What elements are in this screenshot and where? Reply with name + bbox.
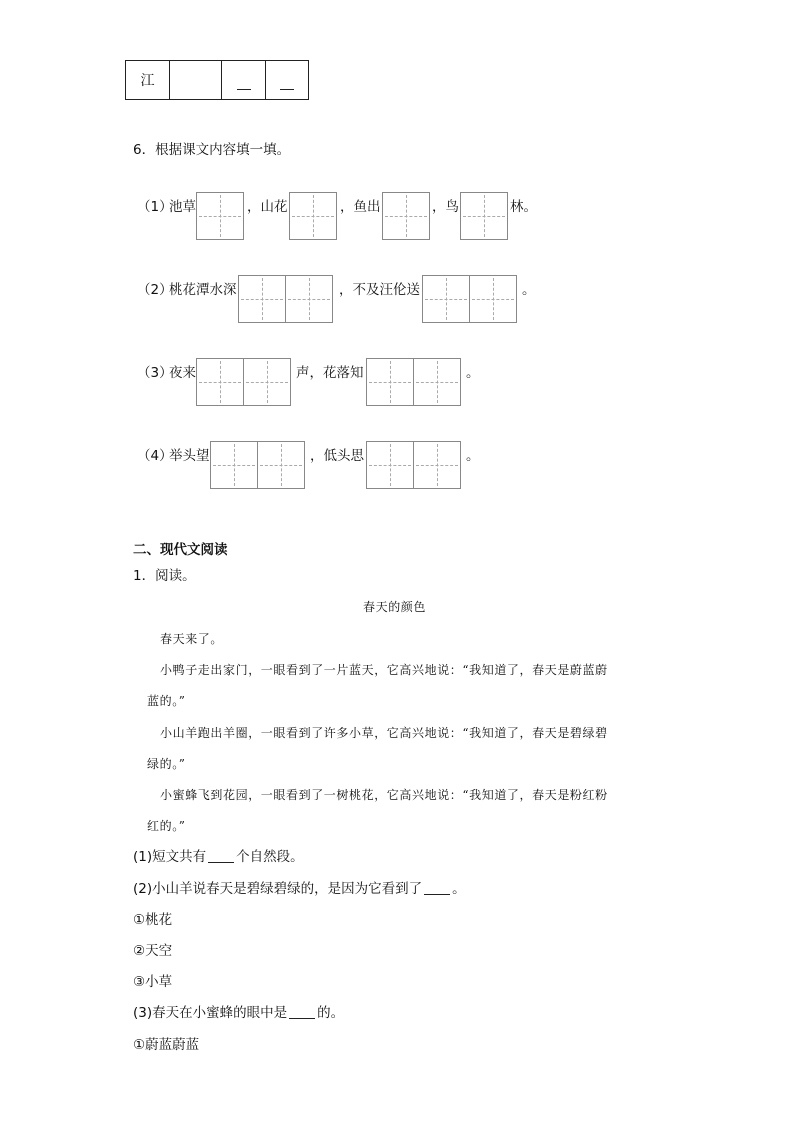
writing-grid[interactable] xyxy=(196,358,290,406)
line4-number: （4） xyxy=(137,448,173,464)
grid-cell[interactable] xyxy=(422,275,470,323)
sub-question-1 xyxy=(133,851,304,865)
answer-blank[interactable] xyxy=(424,894,450,895)
line3-text-3: 。 xyxy=(466,365,480,381)
question-text: (2)小山羊说春天是碧绿碧绿的，是因为它看到了 xyxy=(133,881,423,897)
question-text: (1)短文共有 xyxy=(133,849,207,865)
answer-table xyxy=(125,60,309,100)
grid-cell[interactable] xyxy=(469,275,517,323)
grid-cell[interactable] xyxy=(210,441,258,489)
grid-cell[interactable] xyxy=(460,192,508,240)
grid-cell[interactable] xyxy=(413,358,461,406)
question-text: (3)春天在小蜜蜂的眼中是 xyxy=(133,1005,288,1021)
line1-text-4: ，鸟 xyxy=(432,199,459,215)
question-6-title: 6．根据课文内容填一填。 xyxy=(133,142,291,158)
line1-text-5: 林。 xyxy=(510,199,537,215)
question-text: 的。 xyxy=(317,1005,345,1021)
story-paragraph-cont: 红的。” xyxy=(147,819,186,833)
table-cell-blank[interactable] xyxy=(222,61,266,99)
writing-grid[interactable] xyxy=(460,192,507,240)
option[interactable]: ①蔚蓝蔚蓝 xyxy=(133,1037,200,1053)
line4-text-1: 举头望 xyxy=(169,448,210,464)
line2-text-2: ，不及汪伦送 xyxy=(339,282,420,298)
line4-text-3: 。 xyxy=(466,448,480,464)
line2-text-3: 。 xyxy=(522,282,536,298)
table-cell-blank[interactable] xyxy=(170,61,222,99)
grid-cell[interactable] xyxy=(243,358,291,406)
writing-grid[interactable] xyxy=(366,358,460,406)
grid-cell[interactable] xyxy=(196,358,244,406)
answer-blank[interactable] xyxy=(208,862,234,863)
story-paragraph-cont: 绿的。” xyxy=(147,757,186,771)
grid-cell[interactable] xyxy=(238,275,286,323)
option[interactable]: ②天空 xyxy=(133,943,173,959)
table-cell-blank[interactable] xyxy=(266,61,308,99)
grid-cell[interactable] xyxy=(413,441,461,489)
grid-cell[interactable] xyxy=(285,275,333,323)
table-cell xyxy=(126,61,170,99)
story-paragraph: 小鸭子走出家门，一眼看到了一片蓝天，它高兴地说：“我知道了，春天是蔚蓝蔚 xyxy=(160,663,608,677)
line2-number: （2） xyxy=(137,282,173,298)
writing-grid[interactable] xyxy=(422,275,516,323)
option[interactable]: ③小草 xyxy=(133,974,173,990)
sub-question-2 xyxy=(133,883,466,897)
story-title: 春天的颜色 xyxy=(363,600,427,614)
line3-text-1: 夜来 xyxy=(169,365,196,381)
line2-text-1: 桃花潭水深 xyxy=(169,282,237,298)
sub-question-3 xyxy=(133,1007,344,1021)
question-text: 。 xyxy=(452,881,466,897)
line4-text-2: ，低头思 xyxy=(310,448,364,464)
question-text: 个自然段。 xyxy=(236,849,304,865)
answer-blank[interactable] xyxy=(289,1018,315,1019)
line1-number: （1） xyxy=(137,199,173,215)
story-paragraph-cont: 蓝的。” xyxy=(147,694,186,708)
grid-cell[interactable] xyxy=(196,192,244,240)
grid-cell[interactable] xyxy=(289,192,337,240)
section-title: 二、现代文阅读 xyxy=(133,542,228,558)
grid-cell[interactable] xyxy=(257,441,305,489)
story-paragraph: 小蜜蜂飞到花园，一眼看到了一树桃花，它高兴地说：“我知道了，春天是粉红粉 xyxy=(160,788,608,802)
writing-grid[interactable] xyxy=(366,441,460,489)
line1-text-1: 池草 xyxy=(169,199,196,215)
table-cell-text: 江 xyxy=(140,73,155,89)
writing-grid[interactable] xyxy=(238,275,332,323)
grid-cell[interactable] xyxy=(366,441,414,489)
question-1-title: 1．阅读。 xyxy=(133,568,196,584)
line1-text-2: ，山花 xyxy=(247,199,288,215)
story-paragraph: 小山羊跑出羊圈，一眼看到了许多小草，它高兴地说：“我知道了，春天是碧绿碧 xyxy=(160,726,608,740)
writing-grid[interactable] xyxy=(382,192,429,240)
writing-grid[interactable] xyxy=(196,192,243,240)
option[interactable]: ①桃花 xyxy=(133,912,173,928)
line3-number: （3） xyxy=(137,365,173,381)
story-paragraph: 春天来了。 xyxy=(160,632,224,646)
line3-text-2: 声，花落知 xyxy=(296,365,364,381)
grid-cell[interactable] xyxy=(382,192,430,240)
line1-text-3: ，鱼出 xyxy=(340,199,381,215)
writing-grid[interactable] xyxy=(289,192,336,240)
writing-grid[interactable] xyxy=(210,441,304,489)
grid-cell[interactable] xyxy=(366,358,414,406)
